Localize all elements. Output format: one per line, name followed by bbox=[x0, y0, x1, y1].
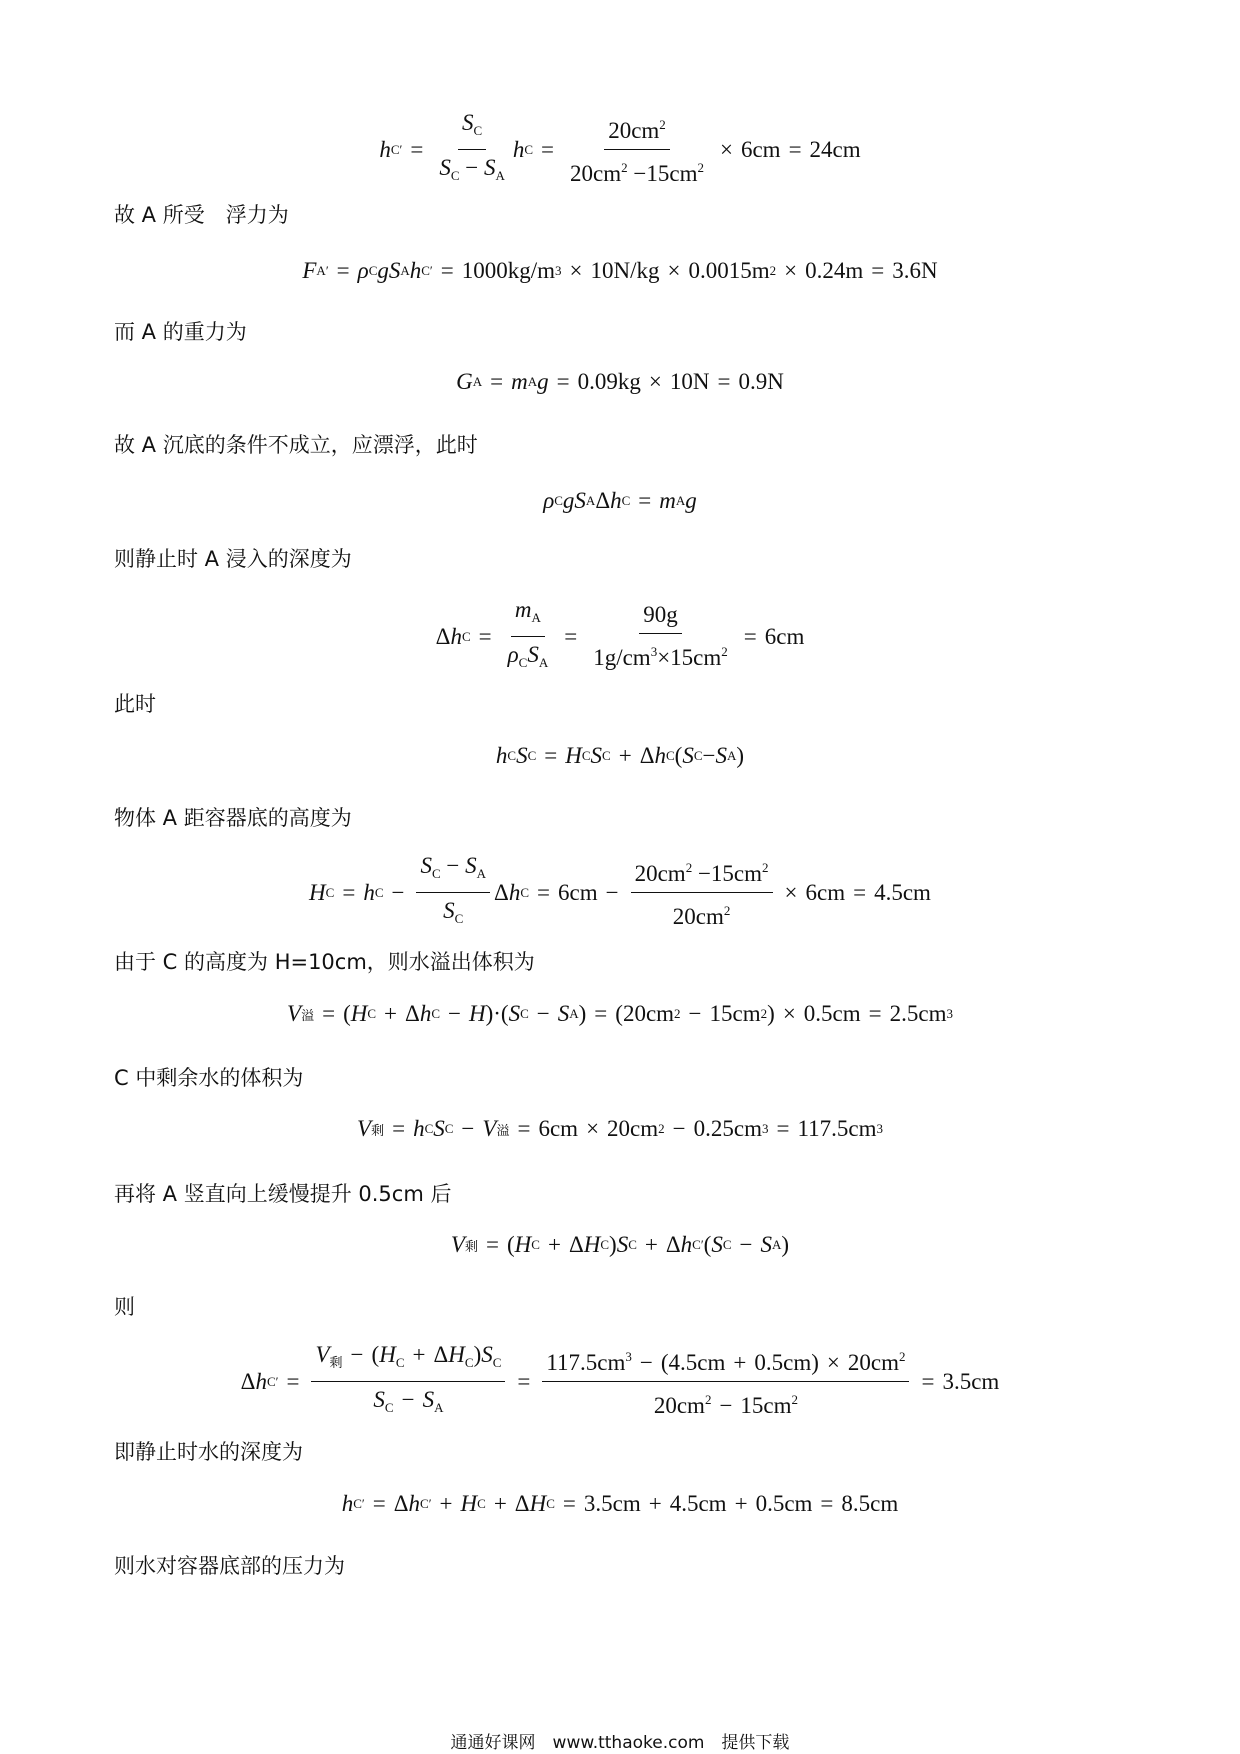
equation-delta-h-prime: Δ h C ′ = $\frac{V_剩 - (H_C + \Delta H_C)S_C}{S_C - S_A}$ = $\frac{117.5cm^3 - (4.5cm + 0.5cm) \times 20cm^2}{20cm^2 - 15cm^2}$ = 3.5cm bbox=[240, 1342, 1000, 1418]
equation-gravity: G A = m A g = 0.09kg × 10N = 0.9N bbox=[456, 369, 784, 394]
equation-overflow-volume: V 溢 = ( H C + Δ h C − H )·( S C − S A ) = (20cm 2 − 15cm 2 ) × 0.5cm = 2.5cm 3 bbox=[287, 1001, 953, 1026]
paragraph-floating: 故 A 沉底的条件不成立，应漂浮，此时 bbox=[114, 433, 478, 457]
paragraph-then: 则 bbox=[114, 1295, 135, 1319]
equation-buoyancy-force: F A ′ = ρ C gS A h C ′ = 1000kg/m 3 × 10N/kg × 0.0015m 2 × 0.24m = 3.6N bbox=[302, 258, 938, 283]
equation-delta-h: Δ h C = $\frac{m_A}{\rho_CS_A}$ = $\frac{90g}{1g/cm^3\times 15cm^2}$ = 6cm bbox=[435, 597, 805, 670]
paragraph-remaining-water: C 中剩余水的体积为 bbox=[114, 1066, 304, 1090]
paragraph-water-depth: 即静止时水的深度为 bbox=[114, 1440, 303, 1464]
paragraph-pressure-force: 则水对容器底部的压力为 bbox=[114, 1554, 345, 1578]
paragraph-buoyancy: 故 A 所受 浮力为 bbox=[114, 203, 289, 227]
paragraph-at-this-time: 此时 bbox=[114, 692, 156, 716]
paragraph-height-above-bottom: 物体 A 距容器底的高度为 bbox=[114, 806, 352, 830]
equation-H-c: H C = h C − $\frac{S_C - S_A}{S_C}$ Δ h C = 6cm − $\frac{20cm^2 -15cm^2}{20cm^2}$ × 6cm = 4.5cm bbox=[309, 853, 931, 929]
equation-remaining-volume: V 剩 = h C S C − V 溢 = 6cm × 20cm 2 − 0.25cm 3 = 117.5cm 3 bbox=[357, 1116, 883, 1141]
paragraph-gravity: 而 A 的重力为 bbox=[114, 320, 247, 344]
equation-h-c-prime: h C ′ = $\frac{S_C}{S_C - S_A}$ h C = $\frac{20cm^2}{20cm^2 -15cm^2}$ × 6cm = 24cm bbox=[379, 110, 861, 186]
paragraph-immersion-depth: 则静止时 A 浸入的深度为 bbox=[114, 547, 352, 571]
equation-volume-balance: h C S C = H C S C + Δ h C ( S C − S A ) bbox=[495, 743, 745, 768]
footer-watermark: 通通好课网 www.tthaoke.com 提供下载 bbox=[450, 1733, 790, 1753]
equation-water-depth: h C ′ = Δ h C ′ + H C + Δ H C = 3.5cm + 4.5cm + 0.5cm = 8.5cm bbox=[341, 1491, 899, 1516]
equation-floating-condition: ρ C gS A Δ h C = m A g bbox=[543, 488, 697, 513]
paragraph-overflow: 由于 C 的高度为 H=10cm，则水溢出体积为 bbox=[114, 950, 535, 974]
paragraph-lift: 再将 A 竖直向上缓慢提升 0.5cm 后 bbox=[114, 1182, 452, 1206]
equation-lifted-volume: V 剩 = ( H C + Δ H C ) S C + Δ h C ′ ( S C − S A ) bbox=[450, 1232, 790, 1257]
